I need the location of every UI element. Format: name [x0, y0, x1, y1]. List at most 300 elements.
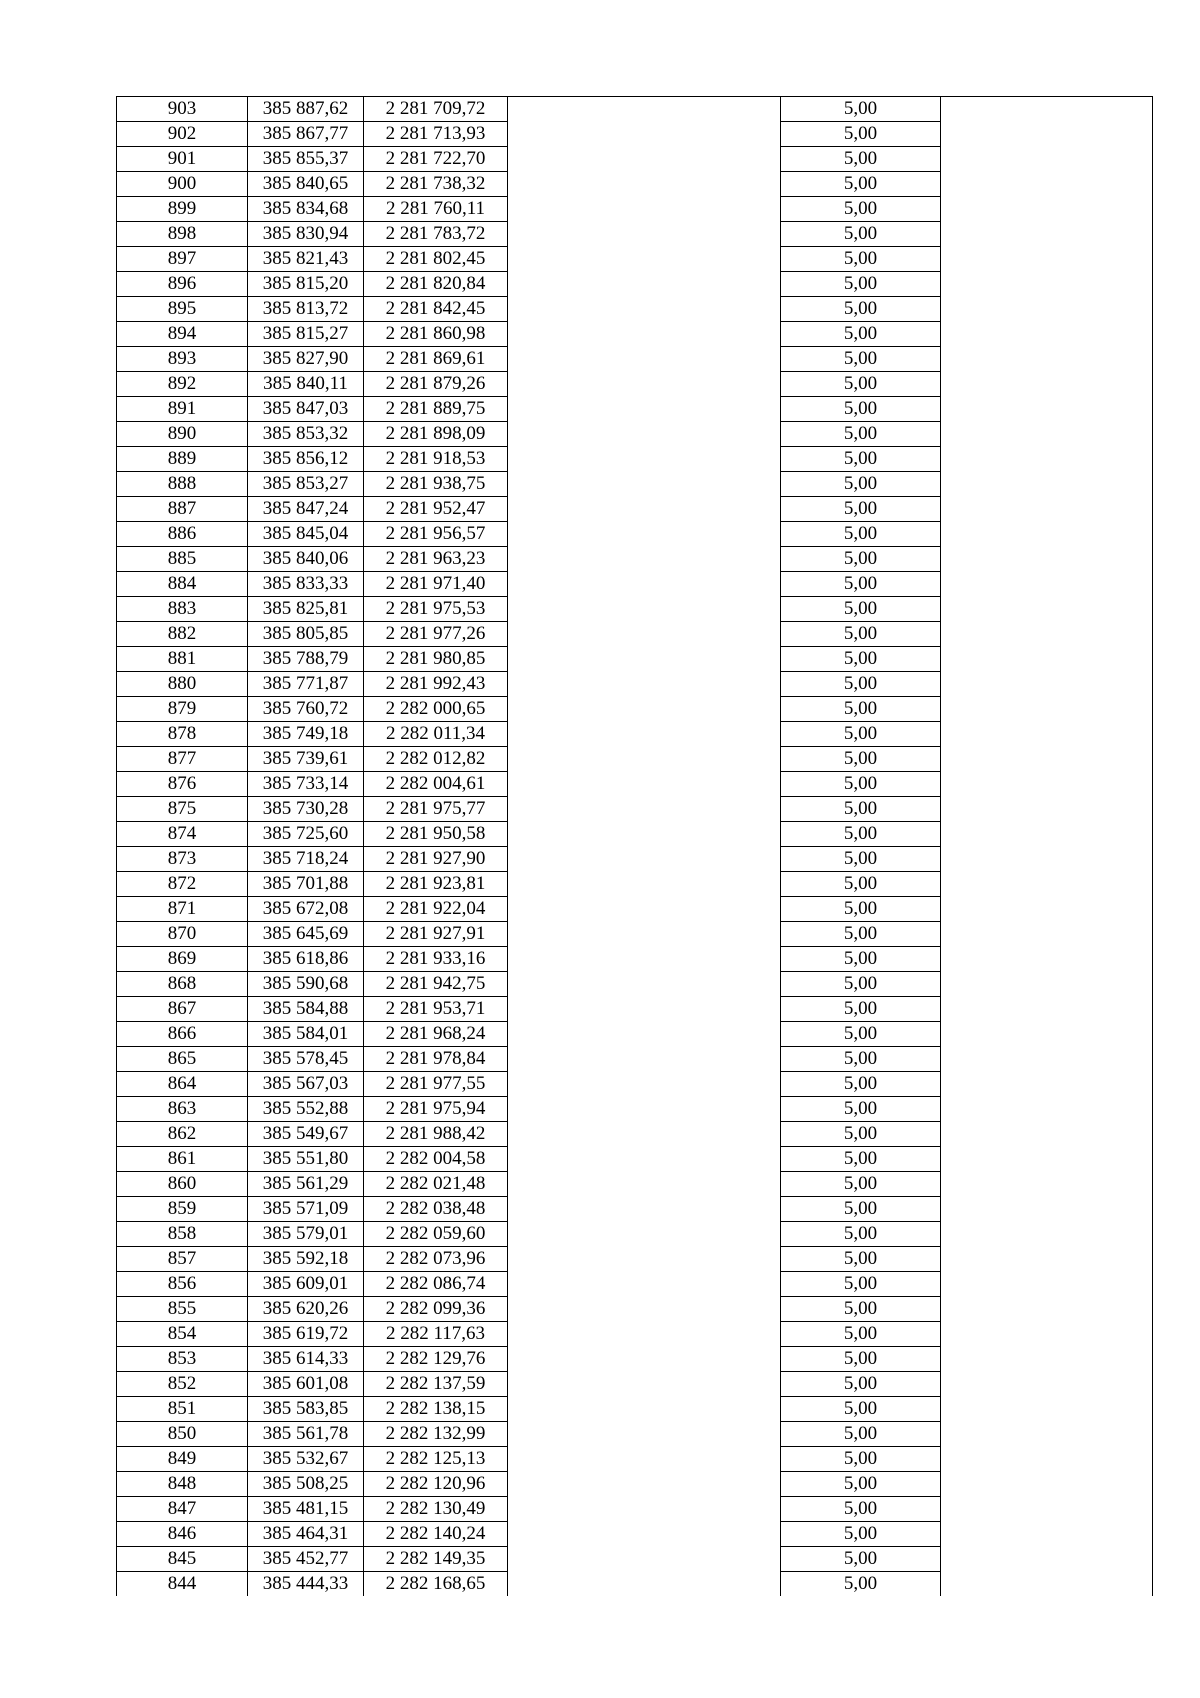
blank-cell: [941, 1522, 1153, 1547]
blank-cell: [941, 322, 1153, 347]
table-row: [117, 1247, 1153, 1272]
blank-cell: [508, 847, 781, 872]
x-coordinate-cell: 385 733,14: [248, 772, 364, 797]
tolerance-cell: 5,00: [781, 1147, 941, 1172]
tolerance-cell: 5,00: [781, 847, 941, 872]
blank-cell: [508, 222, 781, 247]
table-row: [117, 1097, 1153, 1122]
point-number-cell: 850: [117, 1422, 248, 1447]
y-coordinate-cell: 2 281 889,75: [364, 397, 508, 422]
table-row: [117, 1297, 1153, 1322]
tolerance-cell: 5,00: [781, 372, 941, 397]
x-coordinate-cell: 385 840,65: [248, 172, 364, 197]
y-coordinate-cell: 2 282 130,49: [364, 1497, 508, 1522]
x-coordinate-cell: 385 645,69: [248, 922, 364, 947]
point-number-cell: 880: [117, 672, 248, 697]
x-coordinate-cell: 385 614,33: [248, 1347, 364, 1372]
y-coordinate-cell: 2 282 138,15: [364, 1397, 508, 1422]
point-number-cell: 886: [117, 522, 248, 547]
blank-cell: [941, 1547, 1153, 1572]
table-row: [117, 1047, 1153, 1072]
blank-cell: [508, 1197, 781, 1222]
tolerance-cell: 5,00: [781, 122, 941, 147]
point-number-cell: 853: [117, 1347, 248, 1372]
point-number-cell: 872: [117, 872, 248, 897]
blank-cell: [508, 722, 781, 747]
x-coordinate-cell: 385 771,87: [248, 672, 364, 697]
x-coordinate-cell: 385 760,72: [248, 697, 364, 722]
tolerance-cell: 5,00: [781, 947, 941, 972]
y-coordinate-cell: 2 281 713,93: [364, 122, 508, 147]
y-coordinate-cell: 2 282 120,96: [364, 1472, 508, 1497]
y-coordinate-cell: 2 281 898,09: [364, 422, 508, 447]
table-row: [117, 1122, 1153, 1147]
point-number-cell: 852: [117, 1372, 248, 1397]
point-number-cell: 849: [117, 1447, 248, 1472]
blank-cell: [941, 397, 1153, 422]
x-coordinate-cell: 385 552,88: [248, 1097, 364, 1122]
table-row: [117, 722, 1153, 747]
table-row: [117, 772, 1153, 797]
table-row: [117, 1397, 1153, 1422]
x-coordinate-cell: 385 601,08: [248, 1372, 364, 1397]
point-number-cell: 844: [117, 1572, 248, 1597]
point-number-cell: 890: [117, 422, 248, 447]
blank-cell: [941, 597, 1153, 622]
blank-cell: [941, 572, 1153, 597]
x-coordinate-cell: 385 815,20: [248, 272, 364, 297]
point-number-cell: 858: [117, 1222, 248, 1247]
tolerance-cell: 5,00: [781, 1447, 941, 1472]
y-coordinate-cell: 2 281 977,26: [364, 622, 508, 647]
point-number-cell: 868: [117, 972, 248, 997]
point-number-cell: 871: [117, 897, 248, 922]
tolerance-cell: 5,00: [781, 772, 941, 797]
tolerance-cell: 5,00: [781, 1522, 941, 1547]
tolerance-cell: 5,00: [781, 197, 941, 222]
tolerance-cell: 5,00: [781, 747, 941, 772]
point-number-cell: 891: [117, 397, 248, 422]
y-coordinate-cell: 2 281 980,85: [364, 647, 508, 672]
x-coordinate-cell: 385 788,79: [248, 647, 364, 672]
blank-cell: [941, 447, 1153, 472]
table-row: [117, 972, 1153, 997]
blank-cell: [941, 847, 1153, 872]
point-number-cell: 893: [117, 347, 248, 372]
x-coordinate-cell: 385 618,86: [248, 947, 364, 972]
x-coordinate-cell: 385 571,09: [248, 1197, 364, 1222]
x-coordinate-cell: 385 561,29: [248, 1172, 364, 1197]
tolerance-cell: 5,00: [781, 697, 941, 722]
blank-cell: [508, 1497, 781, 1522]
x-coordinate-cell: 385 464,31: [248, 1522, 364, 1547]
table-row: [117, 747, 1153, 772]
table-row: [117, 472, 1153, 497]
point-number-cell: 867: [117, 997, 248, 1022]
tolerance-cell: 5,00: [781, 1497, 941, 1522]
tolerance-cell: 5,00: [781, 1047, 941, 1072]
blank-cell: [508, 747, 781, 772]
x-coordinate-cell: 385 840,11: [248, 372, 364, 397]
x-coordinate-cell: 385 584,01: [248, 1022, 364, 1047]
point-number-cell: 892: [117, 372, 248, 397]
point-number-cell: 873: [117, 847, 248, 872]
y-coordinate-cell: 2 281 933,16: [364, 947, 508, 972]
table-row: [117, 1497, 1153, 1522]
y-coordinate-cell: 2 281 975,53: [364, 597, 508, 622]
point-number-cell: 856: [117, 1272, 248, 1297]
tolerance-cell: 5,00: [781, 1422, 941, 1447]
blank-cell: [508, 1022, 781, 1047]
tolerance-cell: 5,00: [781, 1197, 941, 1222]
blank-cell: [941, 472, 1153, 497]
table-row: [117, 822, 1153, 847]
y-coordinate-cell: 2 282 168,65: [364, 1572, 508, 1597]
blank-cell: [508, 1072, 781, 1097]
blank-cell: [941, 197, 1153, 222]
blank-cell: [941, 347, 1153, 372]
blank-cell: [508, 522, 781, 547]
blank-cell: [508, 1097, 781, 1122]
x-coordinate-cell: 385 845,04: [248, 522, 364, 547]
blank-cell: [941, 547, 1153, 572]
tolerance-cell: 5,00: [781, 647, 941, 672]
point-number-cell: 900: [117, 172, 248, 197]
blank-cell: [508, 1247, 781, 1272]
y-coordinate-cell: 2 281 923,81: [364, 872, 508, 897]
point-number-cell: 863: [117, 1097, 248, 1122]
blank-cell: [508, 1272, 781, 1297]
blank-cell: [941, 1372, 1153, 1397]
x-coordinate-cell: 385 619,72: [248, 1322, 364, 1347]
point-number-cell: 857: [117, 1247, 248, 1272]
blank-cell: [508, 1397, 781, 1422]
blank-cell: [508, 772, 781, 797]
table-row: [117, 997, 1153, 1022]
blank-cell: [941, 522, 1153, 547]
blank-cell: [941, 672, 1153, 697]
x-coordinate-cell: 385 830,94: [248, 222, 364, 247]
tolerance-cell: 5,00: [781, 1297, 941, 1322]
blank-cell: [508, 972, 781, 997]
table-row: [117, 1322, 1153, 1347]
point-number-cell: 876: [117, 772, 248, 797]
blank-cell: [941, 1097, 1153, 1122]
blank-cell: [941, 797, 1153, 822]
y-coordinate-cell: 2 282 125,13: [364, 1447, 508, 1472]
blank-cell: [508, 1472, 781, 1497]
y-coordinate-cell: 2 282 099,36: [364, 1297, 508, 1322]
table-row: [117, 697, 1153, 722]
blank-cell: [941, 1247, 1153, 1272]
blank-cell: [941, 247, 1153, 272]
y-coordinate-cell: 2 281 820,84: [364, 272, 508, 297]
x-coordinate-cell: 385 584,88: [248, 997, 364, 1022]
blank-cell: [508, 472, 781, 497]
blank-cell: [941, 722, 1153, 747]
tolerance-cell: 5,00: [781, 422, 941, 447]
y-coordinate-cell: 2 282 000,65: [364, 697, 508, 722]
tolerance-cell: 5,00: [781, 297, 941, 322]
tolerance-cell: 5,00: [781, 1572, 941, 1597]
blank-cell: [941, 1197, 1153, 1222]
tolerance-cell: 5,00: [781, 597, 941, 622]
y-coordinate-cell: 2 282 149,35: [364, 1547, 508, 1572]
point-number-cell: 897: [117, 247, 248, 272]
x-coordinate-cell: 385 567,03: [248, 1072, 364, 1097]
x-coordinate-cell: 385 867,77: [248, 122, 364, 147]
x-coordinate-cell: 385 508,25: [248, 1472, 364, 1497]
y-coordinate-cell: 2 282 004,61: [364, 772, 508, 797]
table-row: [117, 1022, 1153, 1047]
point-number-cell: 848: [117, 1472, 248, 1497]
x-coordinate-cell: 385 718,24: [248, 847, 364, 872]
blank-cell: [941, 222, 1153, 247]
blank-cell: [508, 647, 781, 672]
y-coordinate-cell: 2 281 975,94: [364, 1097, 508, 1122]
table-row: [117, 497, 1153, 522]
point-number-cell: 894: [117, 322, 248, 347]
point-number-cell: 851: [117, 1397, 248, 1422]
table-row: [117, 1197, 1153, 1222]
table-row: [117, 597, 1153, 622]
y-coordinate-cell: 2 281 942,75: [364, 972, 508, 997]
x-coordinate-cell: 385 620,26: [248, 1297, 364, 1322]
blank-cell: [941, 1472, 1153, 1497]
y-coordinate-cell: 2 282 059,60: [364, 1222, 508, 1247]
tolerance-cell: 5,00: [781, 247, 941, 272]
blank-cell: [508, 497, 781, 522]
point-number-cell: 847: [117, 1497, 248, 1522]
table-row: [117, 97, 1153, 122]
table-row: [117, 1422, 1153, 1447]
table-row: [117, 547, 1153, 572]
tolerance-cell: 5,00: [781, 547, 941, 572]
y-coordinate-cell: 2 281 938,75: [364, 472, 508, 497]
blank-cell: [508, 1572, 781, 1597]
blank-cell: [941, 822, 1153, 847]
y-coordinate-cell: 2 282 038,48: [364, 1197, 508, 1222]
point-number-cell: 888: [117, 472, 248, 497]
blank-cell: [508, 1347, 781, 1372]
blank-cell: [941, 1497, 1153, 1522]
blank-cell: [508, 947, 781, 972]
y-coordinate-cell: 2 281 975,77: [364, 797, 508, 822]
y-coordinate-cell: 2 282 140,24: [364, 1522, 508, 1547]
tolerance-cell: 5,00: [781, 1022, 941, 1047]
y-coordinate-cell: 2 282 012,82: [364, 747, 508, 772]
x-coordinate-cell: 385 813,72: [248, 297, 364, 322]
point-number-cell: 877: [117, 747, 248, 772]
point-number-cell: 883: [117, 597, 248, 622]
tolerance-cell: 5,00: [781, 822, 941, 847]
point-number-cell: 869: [117, 947, 248, 972]
y-coordinate-cell: 2 282 117,63: [364, 1322, 508, 1347]
table-row: [117, 147, 1153, 172]
x-coordinate-cell: 385 725,60: [248, 822, 364, 847]
x-coordinate-cell: 385 701,88: [248, 872, 364, 897]
table-row: [117, 1572, 1153, 1597]
blank-cell: [941, 1272, 1153, 1297]
table-row: [117, 1522, 1153, 1547]
point-number-cell: 865: [117, 1047, 248, 1072]
x-coordinate-cell: 385 583,85: [248, 1397, 364, 1422]
table-row: [117, 197, 1153, 222]
y-coordinate-cell: 2 282 021,48: [364, 1172, 508, 1197]
coordinates-table-body: [117, 97, 1153, 1597]
table-row: [117, 1447, 1153, 1472]
point-number-cell: 870: [117, 922, 248, 947]
blank-cell: [508, 422, 781, 447]
blank-cell: [941, 1147, 1153, 1172]
blank-cell: [941, 1347, 1153, 1372]
point-number-cell: 896: [117, 272, 248, 297]
blank-cell: [508, 1372, 781, 1397]
blank-cell: [508, 397, 781, 422]
point-number-cell: 879: [117, 697, 248, 722]
x-coordinate-cell: 385 672,08: [248, 897, 364, 922]
blank-cell: [508, 272, 781, 297]
point-number-cell: 885: [117, 547, 248, 572]
x-coordinate-cell: 385 749,18: [248, 722, 364, 747]
point-number-cell: 874: [117, 822, 248, 847]
y-coordinate-cell: 2 281 722,70: [364, 147, 508, 172]
table-row: [117, 522, 1153, 547]
point-number-cell: 887: [117, 497, 248, 522]
blank-cell: [941, 297, 1153, 322]
tolerance-cell: 5,00: [781, 722, 941, 747]
tolerance-cell: 5,00: [781, 1547, 941, 1572]
blank-cell: [941, 497, 1153, 522]
blank-cell: [508, 697, 781, 722]
table-row: [117, 322, 1153, 347]
y-coordinate-cell: 2 281 978,84: [364, 1047, 508, 1072]
blank-cell: [508, 622, 781, 647]
table-row: [117, 1272, 1153, 1297]
blank-cell: [508, 572, 781, 597]
y-coordinate-cell: 2 281 971,40: [364, 572, 508, 597]
blank-cell: [508, 197, 781, 222]
blank-cell: [941, 922, 1153, 947]
coordinates-table: [116, 96, 1153, 1596]
blank-cell: [508, 322, 781, 347]
x-coordinate-cell: 385 853,27: [248, 472, 364, 497]
table-row: [117, 447, 1153, 472]
tolerance-cell: 5,00: [781, 572, 941, 597]
blank-cell: [508, 247, 781, 272]
table-row: [117, 1072, 1153, 1097]
blank-cell: [941, 772, 1153, 797]
y-coordinate-cell: 2 281 869,61: [364, 347, 508, 372]
blank-cell: [941, 1297, 1153, 1322]
tolerance-cell: 5,00: [781, 1122, 941, 1147]
tolerance-cell: 5,00: [781, 172, 941, 197]
tolerance-cell: 5,00: [781, 272, 941, 297]
blank-cell: [941, 697, 1153, 722]
tolerance-cell: 5,00: [781, 397, 941, 422]
table-row: [117, 947, 1153, 972]
tolerance-cell: 5,00: [781, 1322, 941, 1347]
y-coordinate-cell: 2 281 952,47: [364, 497, 508, 522]
blank-cell: [508, 97, 781, 122]
tolerance-cell: 5,00: [781, 997, 941, 1022]
blank-cell: [941, 1072, 1153, 1097]
blank-cell: [941, 1572, 1153, 1597]
tolerance-cell: 5,00: [781, 447, 941, 472]
x-coordinate-cell: 385 481,15: [248, 1497, 364, 1522]
x-coordinate-cell: 385 452,77: [248, 1547, 364, 1572]
y-coordinate-cell: 2 281 738,32: [364, 172, 508, 197]
point-number-cell: 866: [117, 1022, 248, 1047]
x-coordinate-cell: 385 739,61: [248, 747, 364, 772]
y-coordinate-cell: 2 281 988,42: [364, 1122, 508, 1147]
blank-cell: [941, 1322, 1153, 1347]
y-coordinate-cell: 2 281 927,91: [364, 922, 508, 947]
tolerance-cell: 5,00: [781, 872, 941, 897]
y-coordinate-cell: 2 282 132,99: [364, 1422, 508, 1447]
table-row: [117, 847, 1153, 872]
table-row: [117, 1172, 1153, 1197]
x-coordinate-cell: 385 444,33: [248, 1572, 364, 1597]
point-number-cell: 901: [117, 147, 248, 172]
blank-cell: [508, 672, 781, 697]
x-coordinate-cell: 385 815,27: [248, 322, 364, 347]
y-coordinate-cell: 2 281 968,24: [364, 1022, 508, 1047]
table-row: [117, 1547, 1153, 1572]
blank-cell: [941, 122, 1153, 147]
point-number-cell: 860: [117, 1172, 248, 1197]
table-row: [117, 422, 1153, 447]
blank-cell: [508, 347, 781, 372]
x-coordinate-cell: 385 855,37: [248, 147, 364, 172]
point-number-cell: 895: [117, 297, 248, 322]
blank-cell: [941, 272, 1153, 297]
point-number-cell: 862: [117, 1122, 248, 1147]
blank-cell: [941, 147, 1153, 172]
blank-cell: [941, 747, 1153, 772]
blank-cell: [508, 822, 781, 847]
x-coordinate-cell: 385 833,33: [248, 572, 364, 597]
y-coordinate-cell: 2 281 879,26: [364, 372, 508, 397]
blank-cell: [941, 872, 1153, 897]
tolerance-cell: 5,00: [781, 472, 941, 497]
x-coordinate-cell: 385 532,67: [248, 1447, 364, 1472]
blank-cell: [508, 1322, 781, 1347]
tolerance-cell: 5,00: [781, 622, 941, 647]
tolerance-cell: 5,00: [781, 1347, 941, 1372]
table-row: [117, 297, 1153, 322]
blank-cell: [941, 1422, 1153, 1447]
blank-cell: [941, 172, 1153, 197]
y-coordinate-cell: 2 281 922,04: [364, 897, 508, 922]
point-number-cell: 902: [117, 122, 248, 147]
y-coordinate-cell: 2 281 956,57: [364, 522, 508, 547]
point-number-cell: 861: [117, 1147, 248, 1172]
tolerance-cell: 5,00: [781, 522, 941, 547]
tolerance-cell: 5,00: [781, 1272, 941, 1297]
y-coordinate-cell: 2 281 709,72: [364, 97, 508, 122]
x-coordinate-cell: 385 825,81: [248, 597, 364, 622]
blank-cell: [508, 922, 781, 947]
tolerance-cell: 5,00: [781, 672, 941, 697]
y-coordinate-cell: 2 281 918,53: [364, 447, 508, 472]
blank-cell: [508, 1297, 781, 1322]
blank-cell: [941, 972, 1153, 997]
table-row: [117, 1222, 1153, 1247]
blank-cell: [941, 1122, 1153, 1147]
table-row: [117, 1347, 1153, 1372]
x-coordinate-cell: 385 590,68: [248, 972, 364, 997]
